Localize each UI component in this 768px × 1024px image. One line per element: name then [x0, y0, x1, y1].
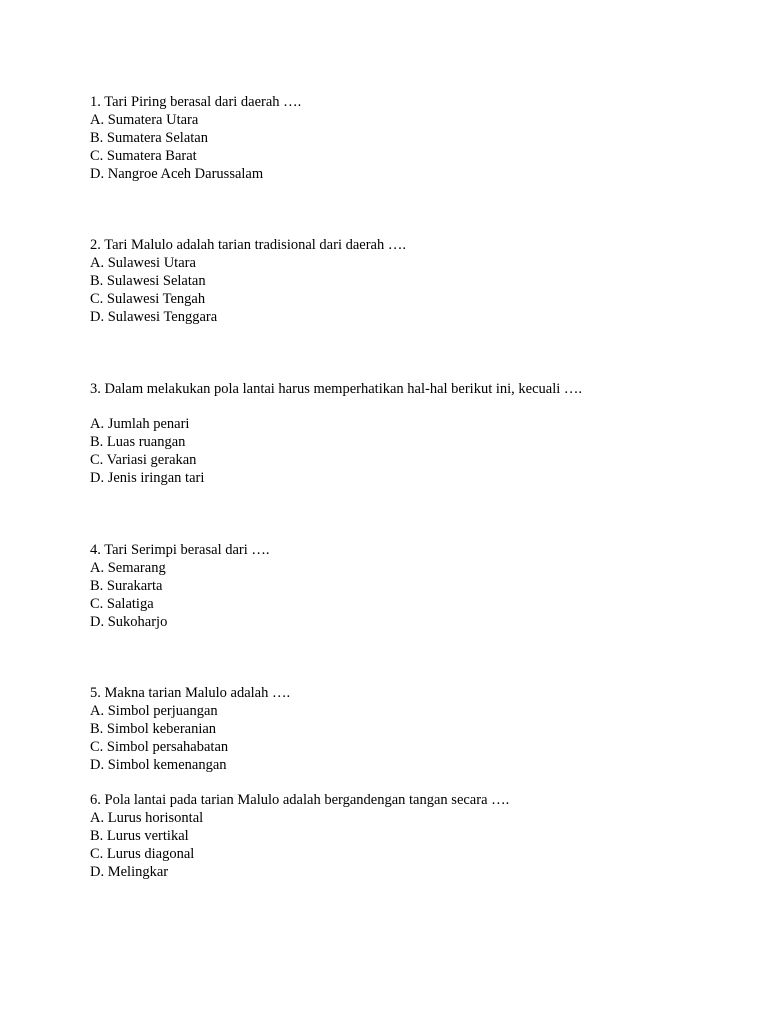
- question-1-text: 1. Tari Piring berasal dari daerah ….: [90, 94, 302, 110]
- question-4-option-a: A. Semarang: [90, 560, 166, 576]
- question-1-option-d: D. Nangroe Aceh Darussalam: [90, 166, 264, 182]
- question-3-text: 3. Dalam melakukan pola lantai harus memperhatikan hal-hal berikut ini, kecuali ….: [90, 381, 583, 397]
- question-2-option-b: B. Sulawesi Selatan: [90, 273, 206, 289]
- question-5-option-c: C. Simbol persahabatan: [90, 739, 229, 755]
- question-3-option-d: D. Jenis iringan tari: [90, 470, 205, 486]
- question-5-option-b: B. Simbol keberanian: [90, 721, 217, 737]
- question-6-option-a: A. Lurus horisontal: [90, 810, 204, 826]
- question-6-option-c: C. Lurus diagonal: [90, 846, 195, 862]
- question-6-option-d: D. Melingkar: [90, 864, 169, 880]
- question-2-option-a: A. Sulawesi Utara: [90, 255, 196, 271]
- question-5-text: 5. Makna tarian Malulo adalah ….: [90, 685, 291, 701]
- question-4-option-c: C. Salatiga: [90, 596, 154, 612]
- question-3-option-c: C. Variasi gerakan: [90, 452, 197, 468]
- question-6-text: 6. Pola lantai pada tarian Malulo adalah bergandengan tangan secara ….: [90, 792, 510, 808]
- question-5-option-a: A. Simbol perjuangan: [90, 703, 218, 719]
- question-2-text: 2. Tari Malulo adalah tarian tradisional dari daerah ….: [90, 237, 406, 253]
- question-4-option-b: B. Surakarta: [90, 578, 163, 594]
- question-1-option-b: B. Sumatera Selatan: [90, 130, 208, 146]
- question-6-option-b: B. Lurus vertikal: [90, 828, 189, 844]
- question-1-option-a: A. Sumatera Utara: [90, 112, 199, 128]
- question-3-option-a: A. Jumlah penari: [90, 416, 190, 432]
- question-2-option-c: C. Sulawesi Tengah: [90, 291, 206, 307]
- question-5-option-d: D. Simbol kemenangan: [90, 757, 227, 773]
- question-2-option-d: D. Sulawesi Tenggara: [90, 309, 218, 325]
- question-1-option-c: C. Sumatera Barat: [90, 148, 197, 164]
- question-3-option-b: B. Luas ruangan: [90, 434, 186, 450]
- question-4-text: 4. Tari Serimpi berasal dari ….: [90, 542, 270, 558]
- question-4-option-d: D. Sukoharjo: [90, 614, 168, 630]
